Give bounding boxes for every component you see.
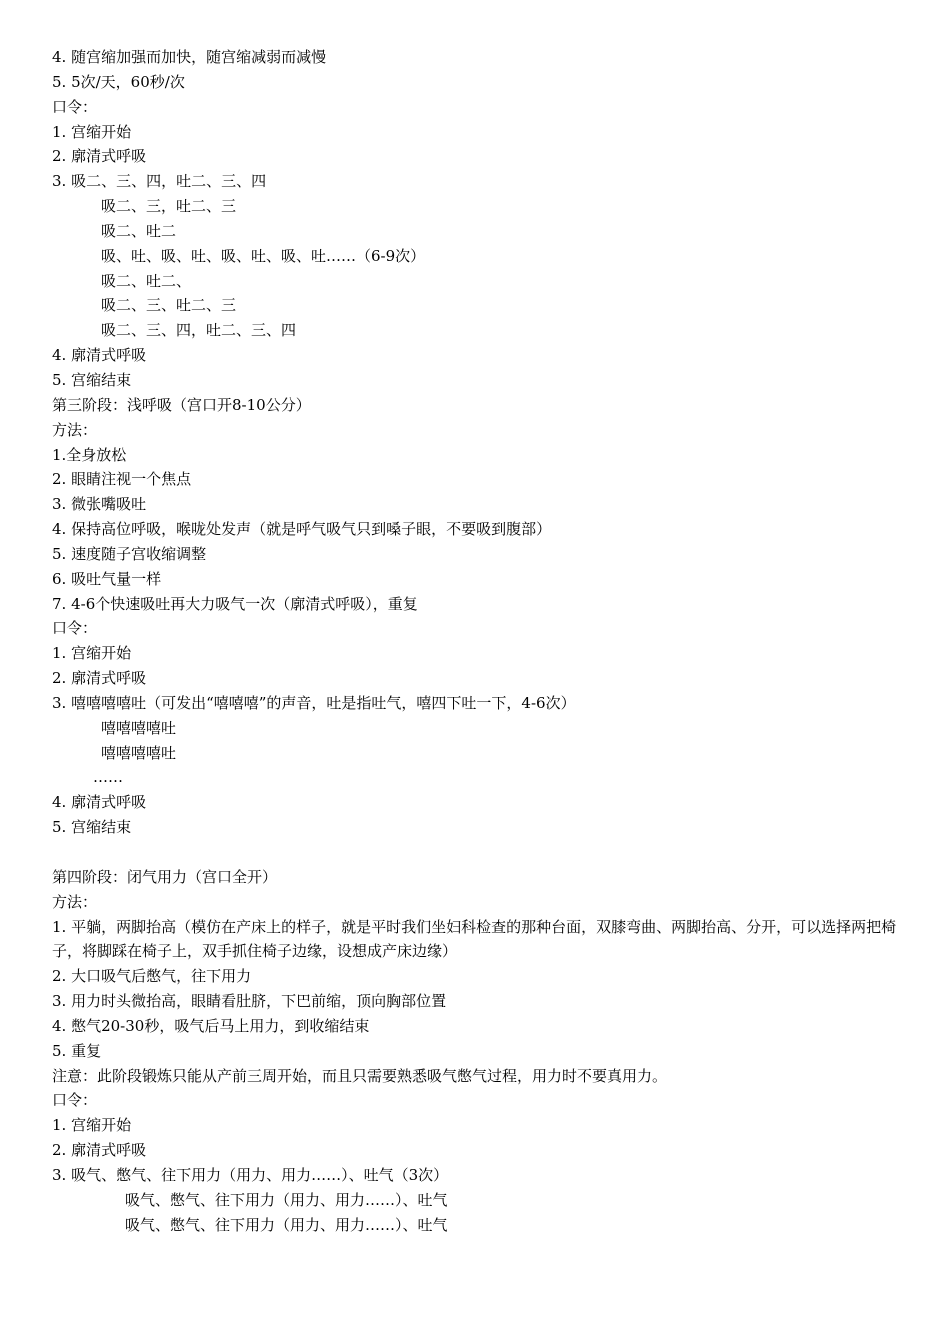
text-line: 吸二、三、吐二、三 bbox=[101, 296, 237, 315]
text-line: 方法： bbox=[52, 892, 98, 911]
text-line: 2. 廓清式呼吸 bbox=[52, 669, 147, 688]
text-line: 嘻嘻嘻嘻吐 bbox=[101, 743, 177, 762]
text-line: 4. 憋气20-30秒，吸气后马上用力，到收缩结束 bbox=[52, 1016, 370, 1035]
text-line: 1. 宫缩开始 bbox=[52, 1116, 132, 1135]
text-line: 吸二、吐二、 bbox=[101, 271, 192, 290]
text-line: 7. 4-6个快速吸吐再大力吸气一次（廓清式呼吸），重复 bbox=[52, 594, 418, 613]
text-line: 3. 用力时头微抬高，眼睛看肚脐，下巴前缩，顶向胸部位置 bbox=[52, 992, 447, 1011]
text-line: 3. 吸气、憋气、往下用力（用力、用力……）、吐气（3次） bbox=[52, 1165, 449, 1184]
text-line: …… bbox=[93, 768, 123, 787]
text-line: 吸二、三，吐二、三 bbox=[101, 197, 237, 216]
text-line: 4. 廓清式呼吸 bbox=[52, 793, 147, 812]
section-heading: 第四阶段：闭气用力（宫口全开） bbox=[52, 867, 278, 886]
text-line: 1. 宫缩开始 bbox=[52, 644, 132, 663]
text-line: 2. 眼睛注视一个焦点 bbox=[52, 470, 192, 489]
text-line: 1.全身放松 bbox=[52, 445, 127, 464]
text-line: 口令： bbox=[52, 1091, 98, 1110]
text-line: 5. 重复 bbox=[52, 1041, 102, 1060]
text-line: 嘻嘻嘻嘻吐 bbox=[101, 718, 177, 737]
text-line: 3. 吸二、三、四，吐二、三、四 bbox=[52, 172, 267, 191]
text-line: 2. 廓清式呼吸 bbox=[52, 1141, 147, 1160]
text-line: 4. 廓清式呼吸 bbox=[52, 346, 147, 365]
text-line: 2. 廓清式呼吸 bbox=[52, 147, 147, 166]
text-line: 1. 宫缩开始 bbox=[52, 122, 132, 141]
text-line: 5. 宫缩结束 bbox=[52, 370, 132, 389]
text-line: 6. 吸吐气量一样 bbox=[52, 569, 162, 588]
section-heading: 第三阶段：浅呼吸（宫口开8-10公分） bbox=[52, 395, 311, 414]
text-line: 吸二、三、四，吐二、三、四 bbox=[101, 321, 297, 340]
text-line: 2. 大口吸气后憋气，往下用力 bbox=[52, 967, 252, 986]
text-line: 口令： bbox=[52, 97, 98, 116]
text-line: 吸气、憋气、往下用力（用力、用力……）、吐气 bbox=[125, 1215, 448, 1234]
text-line: 1. 平躺，两脚抬高（模仿在产床上的样子，就是平时我们坐妇科检查的那种台面，双膝弯曲、两脚抬高、分开，可以选择两把椅子，将脚踩在椅子上，双手抓住椅子边缘，设想成产床边缘） bbox=[52, 917, 897, 961]
note-line: 注意：此阶段锻炼只能从产前三周开始，而且只需要熟悉吸气憋气过程，用力时不要真用力。 bbox=[52, 1066, 668, 1085]
text-line: 4. 随宫缩加强而加快，随宫缩减弱而减慢 bbox=[52, 48, 327, 66]
text-line: 吸二、吐二 bbox=[101, 221, 177, 240]
blank-line bbox=[52, 840, 910, 865]
text-line: 吸、吐、吸、吐、吸、吐、吸、吐……（6-9次） bbox=[101, 246, 426, 265]
text-line: 3. 微张嘴吸吐 bbox=[52, 495, 147, 514]
text-line: 方法： bbox=[52, 420, 98, 439]
text-line: 3. 嘻嘻嘻嘻吐（可发出“嘻嘻嘻”的声音，吐是指吐气，嘻四下吐一下，4-6次） bbox=[52, 693, 576, 712]
text-line: 5. 宫缩结束 bbox=[52, 818, 132, 837]
text-line: 5. 速度随子宫收缩调整 bbox=[52, 544, 207, 563]
text-line: 5. 5次/天，60秒/次 bbox=[52, 72, 185, 91]
text-line: 吸气、憋气、往下用力（用力、用力……）、吐气 bbox=[125, 1190, 448, 1209]
text-line: 4. 保持高位呼吸，喉咙处发声（就是呼气吸气只到嗓子眼，不要吸到腹部） bbox=[52, 520, 552, 539]
text-line: 口令： bbox=[52, 619, 98, 638]
